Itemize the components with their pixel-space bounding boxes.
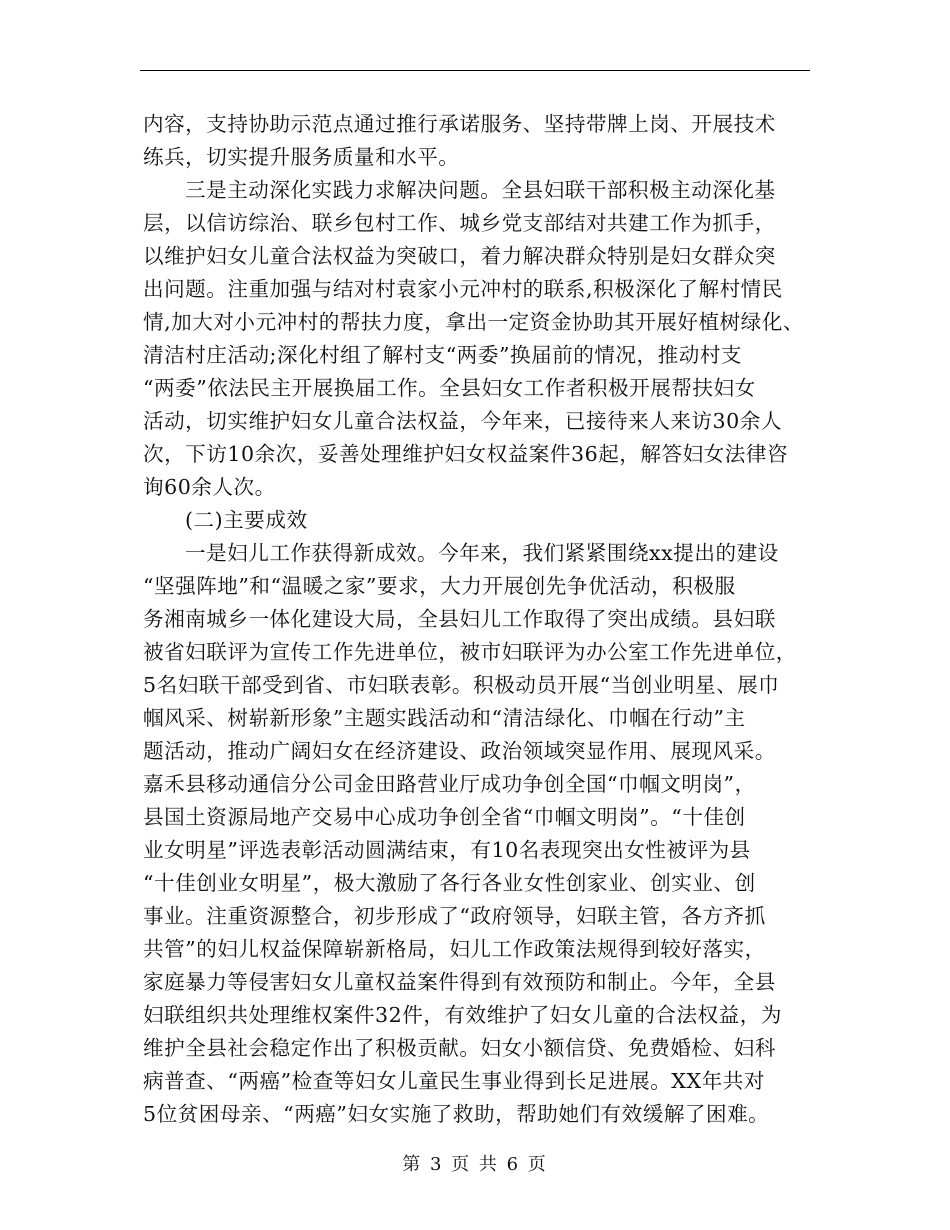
text-line: 县国土资源局地产交易中心成功争创全省“巾帼文明岗”。“十佳创: [143, 805, 746, 829]
text-line: 询60余人次。: [143, 475, 276, 499]
text-line: 层，以信访综治、联乡包村工作、城乡党支部结对共建工作为抓手，: [143, 211, 776, 235]
text-line: 维护全县社会稳定作出了积极贡献。妇女小额信贷、免费婚检、妇科: [143, 1036, 776, 1060]
text-line: 情,加大对小元冲村的帮扶力度，拿出一定资金协助其开展好植树绿化、: [143, 310, 804, 334]
text-line: 病普查、“两癌”检查等妇女儿童民生事业得到长足进展。XX年共对: [143, 1069, 765, 1093]
text-line: 家庭暴力等侵害妇女儿童权益案件得到有效预防和制止。今年，全县: [143, 970, 776, 994]
paragraph-start-line: 三是主动深化实践力求解决问题。全县妇联干部积极主动深化基: [185, 178, 776, 202]
document-body: [143, 108, 823, 1131]
section-heading: (二)主要成效: [185, 508, 308, 532]
text-line: 妇联组织共处理维权案件32件，有效维护了妇女儿童的合法权益，为: [143, 1003, 782, 1027]
text-line: 业女明星”评选表彰活动圆满结束，有10名表现突出女性被评为县: [143, 838, 751, 862]
text-line: 出问题。注重加强与结对村袁家小元冲村的联系,积极深化了解村情民: [143, 277, 783, 301]
text-line: 以维护妇女儿童合法权益为突破口，着力解决群众特别是妇女群众突: [143, 244, 776, 268]
paragraph-start-line: 一是妇儿工作获得新成效。今年来，我们紧紧围绕xx提出的建设: [185, 541, 779, 565]
text-line: 次，下访10余次，妥善处理维护妇女权益案件36起，解答妇女法律咨: [143, 442, 789, 466]
text-line: 练兵，切实提升服务质量和水平。: [143, 145, 460, 169]
text-line: “十佳创业女明星”，极大激励了各行各业女性创家业、创实业、创: [143, 871, 756, 895]
header-rule: [140, 70, 810, 71]
text-line: 共管”的妇儿权益保障崭新格局，妇儿工作政策法规得到较好落实，: [143, 937, 766, 961]
text-line: 嘉禾县移动通信分公司金田路营业厅成功争创全国“巾帼文明岗”，: [143, 772, 756, 796]
text-line: 事业。注重资源整合，初步形成了“政府领导，妇联主管，各方齐抓: [143, 904, 766, 928]
text-line: “两委”依法民主开展换届工作。全县妇女工作者积极开展帮扶妇女: [143, 376, 756, 400]
text-line: 题活动，推动广阔妇女在经济建设、政治领域突显作用、展现风采。: [143, 739, 776, 763]
text-line: “坚强阵地”和“温暖之家”要求，大力开展创先争优活动，积极服: [143, 574, 736, 598]
text-line: 5位贫困母亲、“两癌”妇女实施了救助，帮助她们有效缓解了困难。: [143, 1102, 770, 1126]
text-line: 被省妇联评为宣传工作先进单位，被市妇联评为办公室工作先进单位，: [143, 640, 797, 664]
text-line: 帼风采、树崭新形象”主题实践活动和“清洁绿化、巾帼在行动”主: [143, 706, 746, 730]
text-line: 活动，切实维护妇女儿童合法权益，今年来，已接待来人来访30余人: [143, 409, 782, 433]
text-line: 内容，支持协助示范点通过推行承诺服务、坚持带牌上岗、开展技术: [143, 112, 776, 136]
page-footer: 第 3 页 共 6 页: [402, 1154, 548, 1175]
text-line: 5名妇联干部受到省、市妇联表彰。积极动员开展“当创业明星、展巾: [143, 673, 780, 697]
text-line: 务湘南城乡一体化建设大局，全县妇儿工作取得了突出成绩。县妇联: [143, 607, 776, 631]
text-line: 清洁村庄活动;深化村组了解村支“两委”换届前的情况，推动村支: [143, 343, 743, 367]
